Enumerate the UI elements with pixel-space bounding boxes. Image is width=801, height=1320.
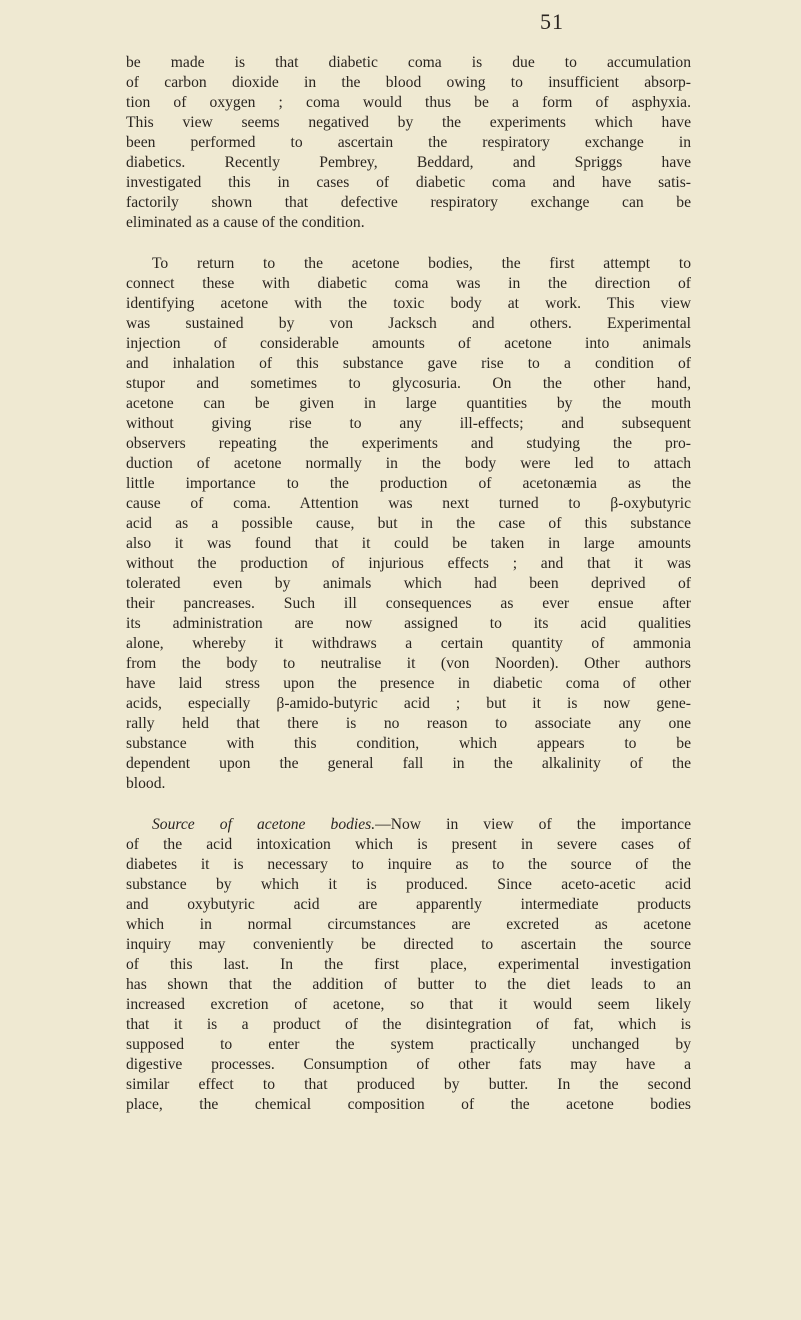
text-line: increased excretion of acetone, so that it would seem likely	[126, 996, 691, 1013]
text-line: eliminated as a cause of the condition.	[126, 214, 365, 231]
text-line: which in normal circumstances are excreted as acetone	[126, 916, 691, 933]
text-line: injection of considerable amounts of acetone into animals	[126, 335, 691, 352]
text-line: have laid stress upon the presence in diabetic coma of other	[126, 675, 691, 692]
text-fragment: —Now in view of the importance	[375, 816, 691, 833]
text-line: their pancreases. Such ill consequences as ever ensue after	[126, 595, 691, 612]
text-line	[126, 815, 691, 835]
text-line: acid as a possible cause, but in the case of this substance	[126, 515, 691, 532]
text-line: place, the chemical composition of the acetone bodies	[126, 1096, 691, 1113]
body-text	[126, 53, 691, 1115]
text-line: substance with this condition, which appears to be	[126, 735, 691, 752]
text-line: been performed to ascertain the respiratory exchange in	[126, 134, 691, 151]
text-line: of carbon dioxide in the blood owing to insufficient absorp-	[126, 74, 691, 91]
text-line: and oxybutyric acid are apparently intermediate products	[126, 896, 691, 913]
text-line: of the acid intoxication which is present in severe cases of	[126, 836, 691, 853]
text-line: connect these with diabetic coma was in the direction of	[126, 275, 691, 292]
paragraph-2	[126, 254, 691, 794]
text-line: dependent upon the general fall in the alkalinity of the	[126, 755, 691, 772]
text-line: duction of acetone normally in the body were led to attach	[126, 455, 691, 472]
text-line: also it was found that it could be taken in large amounts	[126, 535, 691, 552]
text-line: cause of coma. Attention was next turned to β-oxybutyric	[126, 495, 691, 512]
text-line: tion of oxygen ; coma would thus be a form of asphyxia.	[126, 94, 691, 111]
text-line: diabetes it is necessary to inquire as to the source of the	[126, 856, 691, 873]
text-line: inquiry may conveniently be directed to ascertain the source	[126, 936, 691, 953]
text-line: without the production of injurious effects ; and that it was	[126, 555, 691, 572]
text-line: factorily shown that defective respiratory exchange can be	[126, 194, 691, 211]
text-line: diabetics. Recently Pembrey, Beddard, and Spriggs have	[126, 154, 691, 171]
paragraph-1	[126, 53, 691, 233]
text-line: To return to the acetone bodies, the first attempt to	[152, 255, 691, 272]
text-line: was sustained by von Jacksch and others. Experimental	[126, 315, 691, 332]
text-line: alone, whereby it withdraws a certain quantity of ammonia	[126, 635, 691, 652]
text-line: digestive processes. Consumption of other fats may have a	[126, 1056, 691, 1073]
text-line: acetone can be given in large quantities by the mouth	[126, 395, 691, 412]
text-line: little importance to the production of acetonæmia as the	[126, 475, 691, 492]
text-line: supposed to enter the system practically unchanged by	[126, 1036, 691, 1053]
text-line: without giving rise to any ill-effects; and subsequent	[126, 415, 691, 432]
text-line: This view seems negatived by the experiments which have	[126, 114, 691, 131]
text-line: from the body to neutralise it (von Noorden). Other authors	[126, 655, 691, 672]
text-line: identifying acetone with the toxic body at work. This view	[126, 295, 691, 312]
text-line: investigated this in cases of diabetic coma and have satis-	[126, 174, 691, 191]
text-line: its administration are now assigned to its acid qualities	[126, 615, 691, 632]
text-line: of this last. In the first place, experimental investigation	[126, 956, 691, 973]
paragraph-3	[126, 815, 691, 1115]
text-line: rally held that there is no reason to associate any one	[126, 715, 691, 732]
text-line: similar effect to that produced by butter. In the second	[126, 1076, 691, 1093]
text-line: and inhalation of this substance gave rise to a condition of	[126, 355, 691, 372]
text-line: observers repeating the experiments and studying the pro-	[126, 435, 691, 452]
text-line: be made is that diabetic coma is due to accumulation	[126, 54, 691, 71]
text-line: acids, especially β-amido-butyric acid ; but it is now gene-	[126, 695, 691, 712]
page-number: 51	[540, 9, 564, 34]
text-line: has shown that the addition of butter to the diet leads to an	[126, 976, 691, 993]
text-line: tolerated even by animals which had been deprived of	[126, 575, 691, 592]
text-line: that it is a product of the disintegration of fat, which is	[126, 1016, 691, 1033]
text-line: stupor and sometimes to glycosuria. On the other hand,	[126, 375, 691, 392]
text-line: blood.	[126, 775, 166, 792]
section-heading: Source of acetone bodies.	[152, 816, 376, 833]
text-line: substance by which it is produced. Since aceto-acetic acid	[126, 876, 691, 893]
